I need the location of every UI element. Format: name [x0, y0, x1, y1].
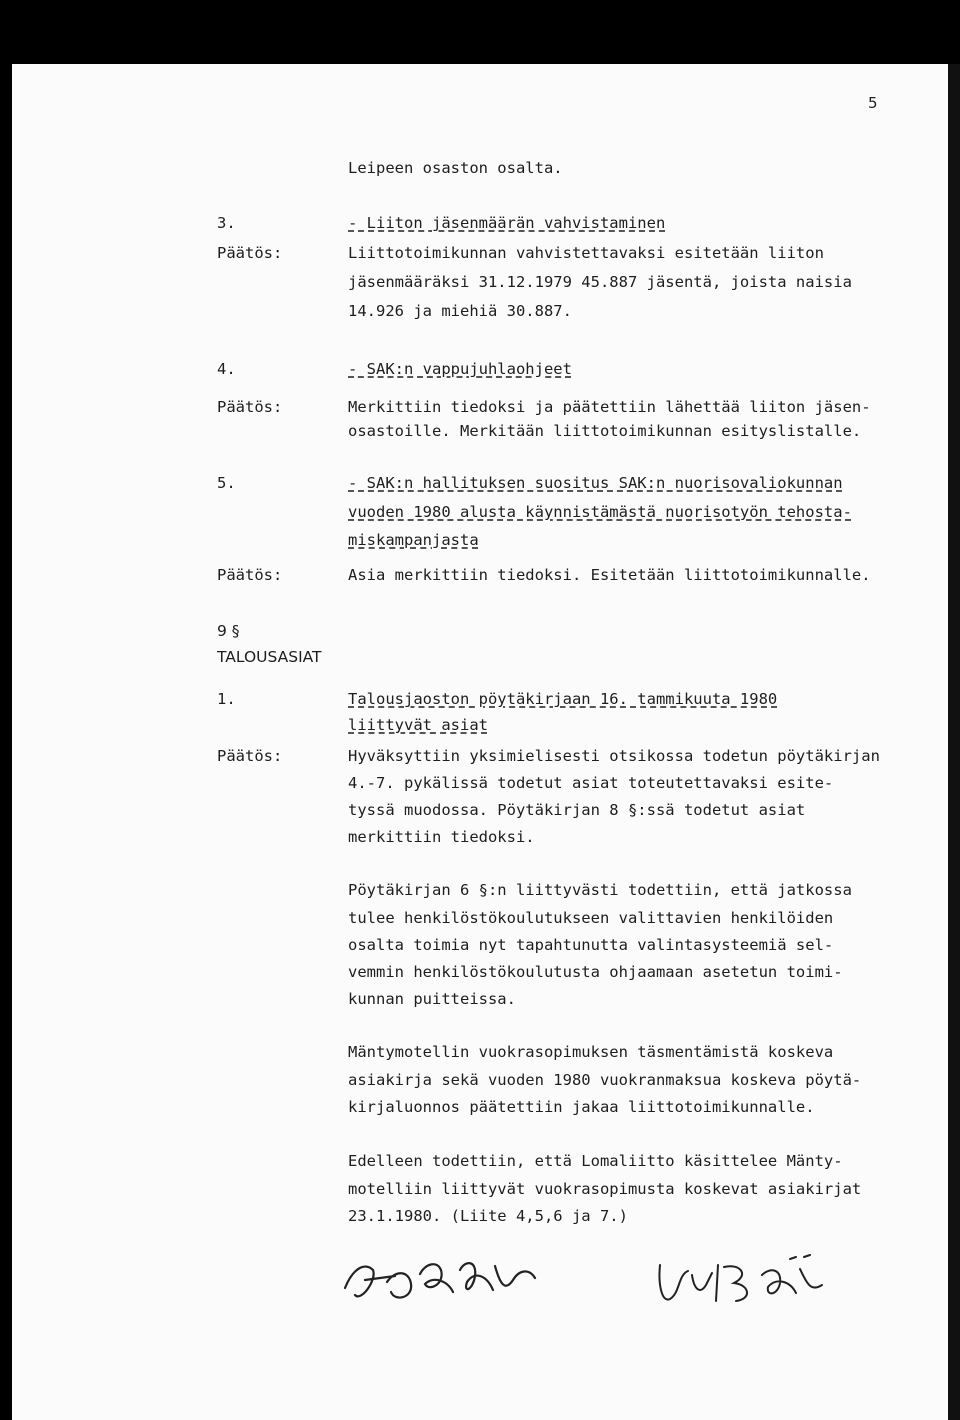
item-heading: - SAK:n vappujuhlaohjeet [348, 360, 572, 378]
signature-veikko-pakkonen [640, 1245, 860, 1315]
signature-timo-rautarinta [325, 1240, 555, 1315]
item-heading: Talousjaoston pöytäkirjaan 16. tammikuuta 1980 [348, 690, 778, 708]
paragraph-line: Edelleen todettiin, että Lomaliitto käsittelee Mänty- [348, 1152, 843, 1170]
item-number: 5. [217, 474, 236, 492]
item-number: 4. [217, 360, 236, 378]
paragraph-line: 4.-7. pykälissä todetut asiat toteutettavaksi esite- [348, 774, 834, 792]
paragraph-line: kirjaluonnos päätettiin jakaa liittotoimikunnalle. [348, 1098, 815, 1116]
paragraph-line: asiakirja sekä vuoden 1980 vuokranmaksua koskeva pöytä- [348, 1071, 862, 1089]
paragraph-line: merkittiin tiedoksi. [348, 828, 535, 846]
paragraph-line: osalta toimia nyt tapahtunutta valintasysteemiä sel- [348, 936, 834, 954]
paragraph-line: motelliin liittyvät vuokrasopimusta koskevat asiakirjat [348, 1180, 862, 1198]
item-number: 3. [217, 214, 236, 232]
section-title: TALOUSASIAT [217, 648, 322, 666]
item-heading: - SAK:n hallituksen suositus SAK:n nuorisovaliokunnan [348, 474, 843, 492]
decision-label: Päätös: [217, 747, 283, 765]
item-heading: - Liiton jäsenmäärän vahvistaminen [348, 214, 666, 232]
decision-line: Liittotoimikunnan vahvistettavaksi esitetään liiton [348, 244, 824, 262]
section-number: 9 § [217, 622, 240, 640]
paragraph-line: Mäntymotellin vuokrasopimuksen täsmentämistä koskeva [348, 1043, 834, 1061]
paragraph-line: tulee henkilöstökoulutukseen valittavien henkilöiden [348, 909, 834, 927]
scan-border-right [948, 64, 960, 1420]
paragraph-line: vemmin henkilöstökoulutusta ohjaamaan asetetun toimi- [348, 963, 843, 981]
decision-line: jäsenmääräksi 31.12.1979 45.887 jäsentä, joista naisia [348, 273, 852, 291]
scan-border-left [0, 0, 12, 1420]
item-heading: liittyvät asiat [348, 716, 488, 734]
page-number: 5 [868, 94, 878, 112]
scan-border-top [0, 0, 960, 64]
item-heading: vuoden 1980 alusta käynnistämästä nuorisotyön tehosta- [348, 503, 852, 521]
decision-line: Asia merkittiin tiedoksi. Esitetään liittotoimikunnalle. [348, 566, 871, 584]
decision-label: Päätös: [217, 566, 283, 584]
decision-line: Merkittiin tiedoksi ja päätettiin lähettää liiton jäsen- [348, 398, 871, 416]
paragraph-line: 23.1.1980. (Liite 4,5,6 ja 7.) [348, 1207, 628, 1225]
intro-line: Leipeen osaston osalta. [348, 159, 563, 177]
item-heading: miskampanjasta [348, 531, 479, 549]
paragraph-line: Pöytäkirjan 6 §:n liittyvästi todettiin, että jatkossa [348, 881, 852, 899]
decision-label: Päätös: [217, 244, 283, 262]
decision-label: Päätös: [217, 398, 283, 416]
decision-line: osastoille. Merkitään liittotoimikunnan esityslistalle. [348, 422, 862, 440]
paragraph-line: Hyväksyttiin yksimielisesti otsikossa todetun pöytäkirjan [348, 747, 880, 765]
item-number: 1. [217, 690, 236, 708]
decision-line: 14.926 ja miehiä 30.887. [348, 302, 572, 320]
paragraph-line: kunnan puitteissa. [348, 990, 516, 1008]
paragraph-line: tyssä muodossa. Pöytäkirjan 8 §:ssä todetut asiat [348, 801, 806, 819]
